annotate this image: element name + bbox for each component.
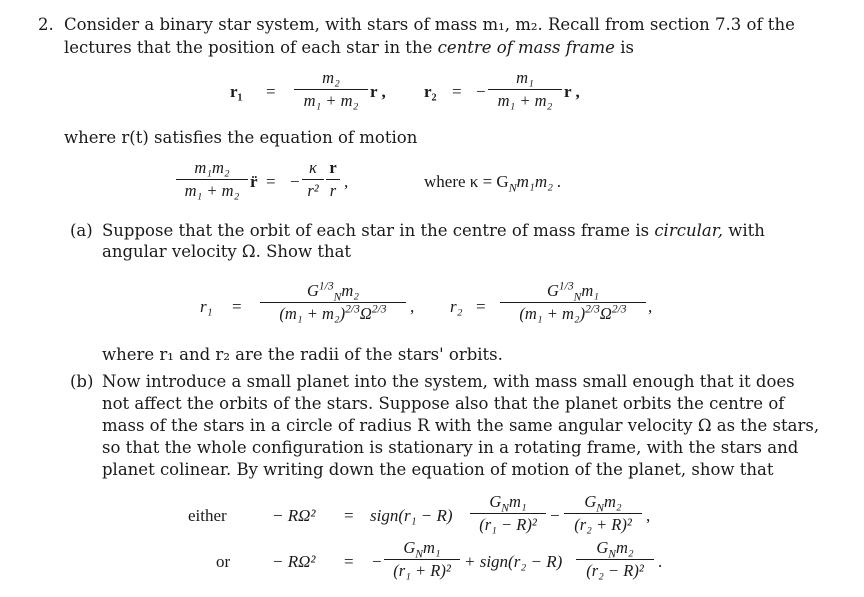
eq2-den-kappa: r²	[307, 181, 319, 200]
eqa-den2-base: (m₁ + m₂)	[519, 304, 586, 323]
eqb2-fraction2	[576, 538, 654, 581]
eqa-den1-sup: 2/3	[345, 303, 360, 316]
intro-emphasis: centre of mass frame	[437, 38, 615, 57]
eqb2-fraction1	[384, 538, 460, 581]
eqb2-period: .	[658, 552, 663, 571]
eqb1-num1	[470, 492, 546, 515]
eq2-num-kappa: κ	[309, 158, 317, 177]
eq2-where-kappa-text: where κ = G	[424, 172, 509, 191]
eqb2-lhs: − RΩ²	[272, 552, 316, 571]
eqa-lhs2: r₂	[450, 297, 463, 316]
eqa-num1-sub: N	[333, 291, 342, 304]
part-b-line-3: mass of the stars in a circle of radius R with the same angular velocity Ω as the stars,	[102, 416, 820, 435]
eq1-den1: m₁ + m₂	[303, 91, 359, 110]
eqa-num1-sup: 1/3	[318, 280, 334, 293]
where-motion: where r(t) satisfies the equation of motion	[64, 128, 418, 147]
eqb1-minus: −	[550, 506, 560, 525]
eqa-den1-base: (m₁ + m₂)	[279, 304, 346, 323]
part-b-line-5: planet colinear. By writing down the equation of motion of the planet, show that	[102, 460, 774, 479]
eq2-minus: −	[290, 172, 300, 191]
eqb1-comma: ,	[646, 506, 651, 525]
eqb1-num2-g: G	[584, 492, 597, 511]
eq2-kappa-tail: m₁m₂ .	[516, 172, 562, 191]
eqa-lhs1: r₁	[200, 297, 213, 316]
eqb1-lhs: − RΩ²	[272, 506, 316, 525]
eq2-fraction-unit	[326, 158, 340, 201]
eqb1-sign: sign(r₁ − R)	[370, 506, 453, 525]
eq2-rddot: r̈	[250, 172, 258, 191]
eqa-den1-sup2: 2/3	[371, 303, 387, 316]
eqa-num2-sub: N	[573, 291, 582, 304]
eqb2-num2-sub: N	[608, 548, 616, 561]
eqb1-num2-tail: m₂	[603, 492, 622, 511]
eqb1-num1-g: G	[489, 492, 502, 511]
eqb1-num1-tail: m₁	[508, 492, 527, 511]
eq2-comma: ,	[344, 172, 349, 191]
eqb2-den1: (r₁ + R)²	[393, 561, 451, 580]
eq2-equals: =	[266, 172, 276, 191]
or-label: or	[216, 552, 231, 571]
eqa-num2-sup: 1/3	[558, 280, 574, 293]
part-b-line-2: not affect the orbits of the stars. Suppose also that the planet orbits the centre of	[102, 394, 785, 413]
eq1-num2: m₁	[516, 68, 534, 87]
eq1-r2-tail: r ,	[564, 82, 580, 101]
eqa-comma2: ,	[648, 297, 653, 316]
part-a-line-1-start: Suppose that the orbit of each star in the centre of mass frame is	[102, 221, 650, 240]
eq1-equals2: =	[452, 82, 462, 101]
part-a-line-1	[102, 220, 765, 242]
eqb2-num1-tail: m₁	[422, 538, 441, 557]
eqa-num1-g: G	[306, 281, 319, 300]
eqa-num1	[260, 280, 406, 304]
intro-line-2-start: lectures that the position of each star in the	[64, 38, 433, 57]
eq2-num-left: m₁m₂	[194, 158, 230, 177]
eq1-den2: m₁ + m₂	[497, 91, 553, 110]
eqb1-fraction1	[470, 492, 546, 535]
part-b-label: (b)	[70, 372, 94, 391]
part-a-emphasis: circular,	[654, 221, 724, 240]
eqb2-sign: + sign(r₂ − R)	[464, 552, 563, 571]
eq2-num-r: r	[329, 158, 337, 177]
part-a-line-1-end: with	[728, 221, 765, 240]
eqa-num1-tail: m₂	[341, 281, 360, 300]
eqa-equals1: =	[232, 297, 242, 316]
eqa-den2	[500, 304, 646, 324]
eq1-equals1: =	[266, 82, 276, 101]
eqa-fraction2	[500, 281, 646, 324]
intro-line-1: Consider a binary star system, with stars of mass m₁, m₂. Recall from section 7.3 of the	[64, 15, 795, 34]
eqa-fraction1	[260, 281, 406, 324]
eqb2-num2-tail: m₂	[615, 538, 634, 557]
eq2-where-kappa	[424, 172, 562, 195]
intro-line-2-end: is	[620, 38, 634, 57]
eqb2-num1	[384, 538, 460, 561]
eq1-lhs2: r₂	[424, 82, 437, 101]
eqb1-num2-sub: N	[596, 502, 604, 515]
eq2-fraction-mass	[176, 158, 248, 201]
eqa-den1	[260, 304, 406, 324]
eq1-fraction2	[488, 68, 562, 111]
eq1-minus: −	[476, 82, 486, 101]
eqb2-num2	[576, 538, 654, 561]
either-label: either	[188, 506, 227, 525]
part-b-line-1: Now introduce a small planet into the system, with mass small enough that it does	[102, 372, 795, 391]
eqb2-num2-g: G	[596, 538, 609, 557]
eqb1-fraction2	[564, 492, 642, 535]
eq2-fraction-kappa	[302, 158, 324, 201]
eqa-den2-sup: 2/3	[585, 303, 600, 316]
eqa-den1-tail: Ω	[359, 304, 372, 323]
eqa-num2	[500, 280, 646, 304]
eq2-den-r: r	[329, 181, 337, 200]
eqb1-num1-sub: N	[501, 502, 509, 515]
eqb1-den2: (r₂ + R)²	[574, 515, 632, 534]
part-a-after: where r₁ and r₂ are the radii of the stars' orbits.	[102, 345, 503, 364]
eq2-den-left: m₁ + m₂	[184, 181, 240, 200]
part-a-label: (a)	[70, 221, 93, 240]
eqa-comma1: ,	[410, 297, 415, 316]
eq1-lhs1: r₁	[230, 82, 243, 101]
eqb2-equals: =	[344, 552, 354, 571]
eqa-equals2: =	[476, 297, 486, 316]
part-b-line-4: so that the whole configuration is stationary in a rotating frame, with the stars and	[102, 438, 799, 457]
eq1-fraction1	[294, 68, 368, 111]
eqb1-num2	[564, 492, 642, 515]
eq1-num1: m₂	[322, 68, 340, 87]
eqb1-equals: =	[344, 506, 354, 525]
eqb2-num1-g: G	[403, 538, 416, 557]
part-a-line-2: angular velocity Ω. Show that	[102, 242, 352, 261]
eqa-den2-sup2: 2/3	[611, 303, 627, 316]
eq1-r1-tail: r ,	[370, 82, 386, 101]
eq2-kappa-sub: N	[508, 180, 517, 195]
eqa-num2-tail: m₁	[581, 281, 600, 300]
eqa-num2-g: G	[546, 281, 559, 300]
eqa-den2-tail: Ω	[599, 304, 612, 323]
eqb2-num1-sub: N	[415, 548, 423, 561]
intro-line-2	[64, 37, 634, 59]
problem-number: 2.	[38, 15, 54, 34]
eqb2-minus: −	[372, 552, 382, 571]
eqb1-den1: (r₁ − R)²	[479, 515, 537, 534]
eqb2-den2: (r₂ − R)²	[586, 561, 644, 580]
